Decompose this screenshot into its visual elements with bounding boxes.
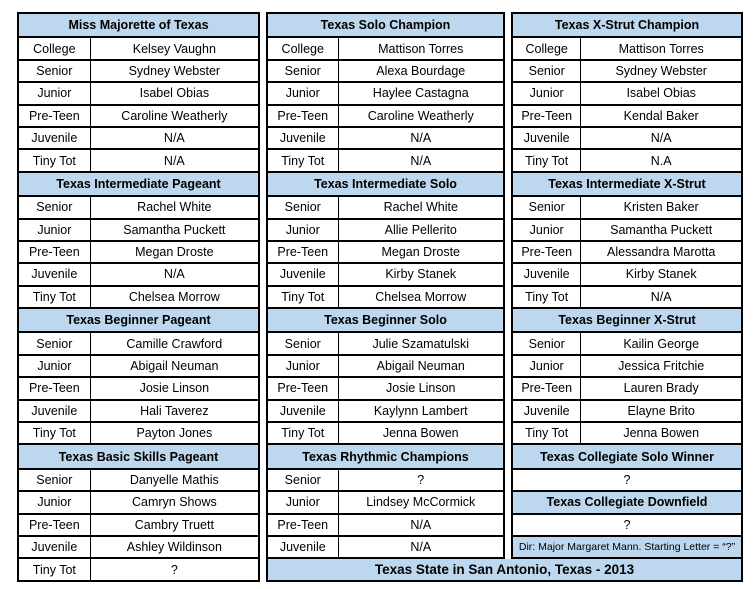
winner-name: Jenna Bowen bbox=[581, 423, 741, 443]
table-header-row bbox=[19, 14, 258, 36]
division-label: Juvenile bbox=[513, 264, 581, 284]
table-miss-majorette-of-texas bbox=[17, 12, 260, 173]
winner-name: Camille Crawford bbox=[91, 333, 258, 353]
table-row bbox=[19, 535, 258, 557]
winner-name: Isabel Obias bbox=[91, 83, 258, 103]
division-label: Pre-Teen bbox=[513, 378, 581, 398]
table-row bbox=[268, 104, 503, 126]
section-title: Texas Rhythmic Champions bbox=[268, 445, 503, 467]
winner-name: ? bbox=[513, 515, 741, 535]
division-label: Pre-Teen bbox=[268, 515, 339, 535]
table-row bbox=[268, 285, 503, 307]
division-label: Juvenile bbox=[268, 537, 339, 557]
table-header-row bbox=[513, 309, 741, 331]
table-row bbox=[268, 376, 503, 398]
table-texas-intermediate-solo bbox=[266, 173, 505, 309]
winner-name: Lauren Brady bbox=[581, 378, 741, 398]
table-row bbox=[513, 59, 741, 81]
table-row bbox=[513, 148, 741, 170]
winner-name: Rachel White bbox=[91, 197, 258, 217]
winner-name: ? bbox=[91, 559, 258, 579]
division-label: Juvenile bbox=[513, 128, 581, 148]
division-label: Pre-Teen bbox=[268, 106, 339, 126]
division-label: Pre-Teen bbox=[268, 378, 339, 398]
division-label: Junior bbox=[19, 83, 91, 103]
table-row bbox=[268, 535, 503, 557]
table-row bbox=[513, 468, 741, 490]
winner-name: Caroline Weatherly bbox=[339, 106, 504, 126]
table-row bbox=[513, 218, 741, 240]
division-label: Senior bbox=[268, 61, 339, 81]
winner-name: ? bbox=[513, 470, 741, 490]
table-header-row bbox=[513, 173, 741, 195]
winner-name: Ashley Wildinson bbox=[91, 537, 258, 557]
division-label: Junior bbox=[19, 492, 91, 512]
table-row bbox=[268, 195, 503, 217]
winner-name: Cambry Truett bbox=[91, 515, 258, 535]
division-label: Tiny Tot bbox=[268, 150, 339, 170]
table-texas-beginner-x-strut bbox=[511, 309, 743, 445]
winner-name: Kristen Baker bbox=[581, 197, 741, 217]
division-label: Juvenile bbox=[19, 401, 91, 421]
division-label: Juvenile bbox=[19, 537, 91, 557]
winner-name: Elayne Brito bbox=[581, 401, 741, 421]
division-label: Senior bbox=[513, 197, 581, 217]
table-row bbox=[19, 468, 258, 490]
division-label: Junior bbox=[513, 83, 581, 103]
winner-name: Julie Szamatulski bbox=[339, 333, 504, 353]
division-label: Senior bbox=[268, 197, 339, 217]
section-title: Texas Intermediate Solo bbox=[268, 173, 503, 195]
winner-name: Haylee Castagna bbox=[339, 83, 504, 103]
director-note: Dir: Major Margaret Mann. Starting Letter = “?” bbox=[513, 537, 741, 557]
division-label: Juvenile bbox=[19, 128, 91, 148]
results-column-3 bbox=[511, 12, 743, 582]
winner-name: Kailin George bbox=[581, 333, 741, 353]
table-row bbox=[19, 376, 258, 398]
winner-name: Rachel White bbox=[339, 197, 504, 217]
table-row bbox=[268, 36, 503, 58]
table-row bbox=[19, 513, 258, 535]
section-title: Texas Collegiate Solo Winner bbox=[513, 445, 741, 467]
table-row bbox=[19, 126, 258, 148]
division-label: Junior bbox=[268, 83, 339, 103]
table-texas-collegiate-solo-winner bbox=[511, 445, 743, 559]
division-label: Junior bbox=[268, 356, 339, 376]
table-row bbox=[19, 218, 258, 240]
division-label: Tiny Tot bbox=[19, 559, 91, 579]
winner-name: Caroline Weatherly bbox=[91, 106, 258, 126]
division-label: Pre-Teen bbox=[19, 515, 91, 535]
table-row bbox=[19, 81, 258, 103]
table-row bbox=[513, 513, 741, 535]
section-title: Texas Solo Champion bbox=[268, 14, 503, 36]
winner-name: ? bbox=[339, 470, 504, 490]
table-row bbox=[268, 126, 503, 148]
division-label: Juvenile bbox=[19, 264, 91, 284]
winner-name: Samantha Puckett bbox=[581, 220, 741, 240]
table-row bbox=[19, 148, 258, 170]
division-label: Senior bbox=[268, 470, 339, 490]
table-header-row bbox=[268, 309, 503, 331]
division-label: Tiny Tot bbox=[19, 423, 91, 443]
winner-name: Hali Taverez bbox=[91, 401, 258, 421]
table-texas-solo-champion bbox=[266, 12, 505, 173]
table-row bbox=[513, 104, 741, 126]
winner-name: N/A bbox=[339, 537, 504, 557]
table-row bbox=[268, 421, 503, 443]
section-title: Texas Beginner X-Strut bbox=[513, 309, 741, 331]
division-label: Senior bbox=[513, 61, 581, 81]
division-label: Junior bbox=[268, 492, 339, 512]
division-label: College bbox=[268, 38, 339, 58]
division-label: Tiny Tot bbox=[513, 423, 581, 443]
table-row bbox=[268, 81, 503, 103]
winner-name: Megan Droste bbox=[339, 242, 504, 262]
winner-name: Sydney Webster bbox=[581, 61, 741, 81]
winner-name: Kirby Stanek bbox=[339, 264, 504, 284]
table-row bbox=[19, 490, 258, 512]
division-label: Juvenile bbox=[268, 401, 339, 421]
table-row bbox=[19, 240, 258, 262]
section-title: Miss Majorette of Texas bbox=[19, 14, 258, 36]
division-label: Tiny Tot bbox=[268, 287, 339, 307]
event-footer: Texas State in San Antonio, Texas - 2013 bbox=[266, 559, 743, 581]
table-row bbox=[513, 195, 741, 217]
table-row bbox=[19, 354, 258, 376]
division-label: Junior bbox=[19, 356, 91, 376]
table-row bbox=[268, 399, 503, 421]
section-title: Texas Intermediate X-Strut bbox=[513, 173, 741, 195]
winner-name: N/A bbox=[339, 128, 504, 148]
winner-name: Kaylynn Lambert bbox=[339, 401, 504, 421]
winner-name: Danyelle Mathis bbox=[91, 470, 258, 490]
division-label: Juvenile bbox=[513, 401, 581, 421]
results-column-1 bbox=[17, 12, 260, 582]
table-header-row bbox=[19, 309, 258, 331]
table-row bbox=[268, 148, 503, 170]
table-row bbox=[19, 421, 258, 443]
winner-name: Megan Droste bbox=[91, 242, 258, 262]
winner-name: Abigail Neuman bbox=[91, 356, 258, 376]
winner-name: Josie Linson bbox=[91, 378, 258, 398]
division-label: Junior bbox=[268, 220, 339, 240]
table-row bbox=[513, 399, 741, 421]
winner-name: N.A bbox=[581, 150, 741, 170]
winner-name: N/A bbox=[91, 128, 258, 148]
table-header-row bbox=[268, 14, 503, 36]
division-label: Pre-Teen bbox=[19, 378, 91, 398]
table-row bbox=[268, 468, 503, 490]
winner-name: Alessandra Marotta bbox=[581, 242, 741, 262]
table-row bbox=[19, 285, 258, 307]
winner-name: Chelsea Morrow bbox=[91, 287, 258, 307]
division-label: Pre-Teen bbox=[268, 242, 339, 262]
winner-name: Camryn Shows bbox=[91, 492, 258, 512]
table-row bbox=[19, 262, 258, 284]
division-label: Senior bbox=[19, 197, 91, 217]
division-label: Senior bbox=[513, 333, 581, 353]
table-row bbox=[268, 354, 503, 376]
table-row bbox=[19, 195, 258, 217]
table-row bbox=[513, 376, 741, 398]
winner-name: Chelsea Morrow bbox=[339, 287, 504, 307]
table-row bbox=[268, 513, 503, 535]
winner-name: N/A bbox=[339, 515, 504, 535]
table-row bbox=[268, 59, 503, 81]
winner-name: Mattison Torres bbox=[581, 38, 741, 58]
table-texas-beginner-solo bbox=[266, 309, 505, 445]
section-title: Texas Basic Skills Pageant bbox=[19, 445, 258, 467]
winner-name: Isabel Obias bbox=[581, 83, 741, 103]
table-row bbox=[19, 399, 258, 421]
winner-name: N/A bbox=[339, 150, 504, 170]
table-header-row bbox=[513, 14, 741, 36]
division-label: Junior bbox=[513, 220, 581, 240]
winner-name: Jenna Bowen bbox=[339, 423, 504, 443]
division-label: Senior bbox=[19, 333, 91, 353]
table-texas-beginner-pageant bbox=[17, 309, 260, 445]
table-texas-rhythmic-champions bbox=[266, 445, 505, 559]
table-row bbox=[268, 218, 503, 240]
table-row bbox=[513, 262, 741, 284]
winner-name: N/A bbox=[581, 128, 741, 148]
winner-name: Kirby Stanek bbox=[581, 264, 741, 284]
table-header-row bbox=[268, 445, 503, 467]
winner-name: Jessica Fritchie bbox=[581, 356, 741, 376]
winner-name: N/A bbox=[91, 150, 258, 170]
table-header-row bbox=[19, 173, 258, 195]
winner-name: Sydney Webster bbox=[91, 61, 258, 81]
section-title: Texas Beginner Solo bbox=[268, 309, 503, 331]
table-row bbox=[513, 285, 741, 307]
section-title: Texas Intermediate Pageant bbox=[19, 173, 258, 195]
division-label: Tiny Tot bbox=[513, 287, 581, 307]
division-label: Tiny Tot bbox=[268, 423, 339, 443]
table-row bbox=[19, 36, 258, 58]
winner-name: Abigail Neuman bbox=[339, 356, 504, 376]
division-label: College bbox=[513, 38, 581, 58]
table-row bbox=[19, 104, 258, 126]
table-row bbox=[513, 331, 741, 353]
table-header-row bbox=[513, 445, 741, 467]
winner-name: Alexa Bourdage bbox=[339, 61, 504, 81]
table-row bbox=[513, 354, 741, 376]
winner-name: Mattison Torres bbox=[339, 38, 504, 58]
table-row bbox=[513, 81, 741, 103]
table-texas-intermediate-pageant bbox=[17, 173, 260, 309]
section-title: Texas Beginner Pageant bbox=[19, 309, 258, 331]
table-header-row bbox=[268, 173, 503, 195]
division-label: Senior bbox=[19, 61, 91, 81]
winner-name: N/A bbox=[91, 264, 258, 284]
table-row bbox=[513, 421, 741, 443]
winner-name: Kendal Baker bbox=[581, 106, 741, 126]
table-header-row bbox=[19, 445, 258, 467]
table-texas-x-strut-champion bbox=[511, 12, 743, 173]
division-label: Tiny Tot bbox=[19, 287, 91, 307]
winner-name: Josie Linson bbox=[339, 378, 504, 398]
division-label: Juvenile bbox=[268, 128, 339, 148]
division-label: Senior bbox=[19, 470, 91, 490]
division-label: Pre-Teen bbox=[513, 106, 581, 126]
division-label: College bbox=[19, 38, 91, 58]
division-label: Junior bbox=[19, 220, 91, 240]
winner-name: Samantha Puckett bbox=[91, 220, 258, 240]
table-row bbox=[513, 490, 741, 512]
division-label: Senior bbox=[268, 333, 339, 353]
table-row bbox=[268, 240, 503, 262]
division-label: Pre-Teen bbox=[19, 106, 91, 126]
section-title: Texas X-Strut Champion bbox=[513, 14, 741, 36]
winner-name: Lindsey McCormick bbox=[339, 492, 504, 512]
division-label: Juvenile bbox=[268, 264, 339, 284]
winner-name: Kelsey Vaughn bbox=[91, 38, 258, 58]
division-label: Junior bbox=[513, 356, 581, 376]
winner-name: Payton Jones bbox=[91, 423, 258, 443]
table-row bbox=[513, 535, 741, 557]
table-row bbox=[268, 490, 503, 512]
section-title: Texas Collegiate Downfield bbox=[513, 492, 741, 512]
table-row bbox=[268, 331, 503, 353]
division-label: Pre-Teen bbox=[513, 242, 581, 262]
table-row bbox=[19, 59, 258, 81]
winner-name: Allie Pellerito bbox=[339, 220, 504, 240]
table-row bbox=[19, 557, 258, 579]
table-texas-basic-skills-pageant bbox=[17, 445, 260, 581]
division-label: Pre-Teen bbox=[19, 242, 91, 262]
division-label: Tiny Tot bbox=[19, 150, 91, 170]
table-row bbox=[513, 36, 741, 58]
division-label: Tiny Tot bbox=[513, 150, 581, 170]
table-texas-intermediate-x-strut bbox=[511, 173, 743, 309]
table-row bbox=[513, 240, 741, 262]
results-column-2 bbox=[266, 12, 505, 582]
table-row bbox=[513, 126, 741, 148]
table-row bbox=[19, 331, 258, 353]
winner-name: N/A bbox=[581, 287, 741, 307]
table-row bbox=[268, 262, 503, 284]
